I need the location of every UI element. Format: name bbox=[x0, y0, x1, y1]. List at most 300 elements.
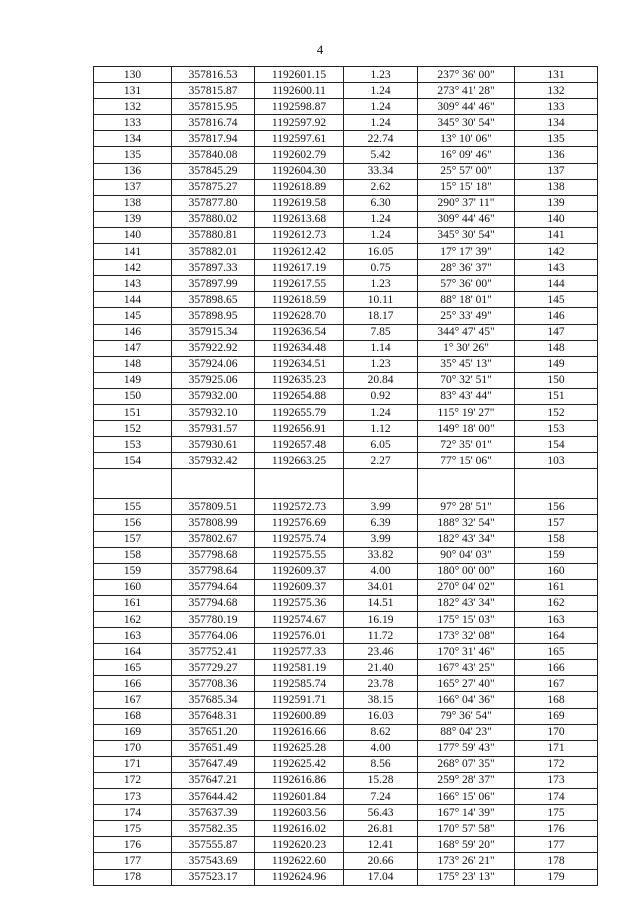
bearing-cell: 309° 44' 46" bbox=[418, 211, 515, 227]
table-row bbox=[94, 579, 598, 595]
x-coordinate-cell: 357931.57 bbox=[172, 421, 255, 437]
point-number-cell: 151 bbox=[94, 404, 172, 420]
table-row bbox=[94, 163, 598, 179]
table-row bbox=[94, 308, 598, 324]
bearing-cell: 13° 10' 06" bbox=[418, 131, 515, 147]
table-row bbox=[94, 563, 598, 579]
next-point-cell: 142 bbox=[515, 244, 598, 260]
next-point-cell: 169 bbox=[515, 708, 598, 724]
x-coordinate-cell: 357808.99 bbox=[172, 515, 255, 531]
next-point-cell: 179 bbox=[515, 869, 598, 885]
x-coordinate-cell: 357637.39 bbox=[172, 805, 255, 821]
next-point-cell: 168 bbox=[515, 692, 598, 708]
y-coordinate-cell: 1192618.89 bbox=[255, 179, 344, 195]
point-number-cell: 144 bbox=[94, 292, 172, 308]
distance-cell: 12.41 bbox=[344, 837, 418, 853]
bearing-cell: 270° 04' 02" bbox=[418, 579, 515, 595]
y-coordinate-cell: 1192619.58 bbox=[255, 195, 344, 211]
next-point-cell: 175 bbox=[515, 805, 598, 821]
point-number-cell: 139 bbox=[94, 211, 172, 227]
next-point-cell: 178 bbox=[515, 853, 598, 869]
distance-cell: 23.78 bbox=[344, 676, 418, 692]
table-row bbox=[94, 837, 598, 853]
distance-cell: 1.24 bbox=[344, 227, 418, 243]
bearing-cell: 70° 32' 51" bbox=[418, 372, 515, 388]
distance-cell: 16.19 bbox=[344, 612, 418, 628]
x-coordinate-cell: 357932.10 bbox=[172, 404, 255, 420]
y-coordinate-cell: 1192663.25 bbox=[255, 453, 344, 469]
x-coordinate-cell: 357802.67 bbox=[172, 531, 255, 547]
bearing-cell: 188° 32' 54" bbox=[418, 515, 515, 531]
next-point-cell: 141 bbox=[515, 227, 598, 243]
point-number-cell: 153 bbox=[94, 437, 172, 453]
bearing-cell: 77° 15' 06" bbox=[418, 453, 515, 469]
bearing-cell: 97° 28' 51" bbox=[418, 499, 515, 515]
table-row bbox=[94, 372, 598, 388]
next-point-cell: 163 bbox=[515, 612, 598, 628]
bearing-cell: 83° 43' 44" bbox=[418, 388, 515, 404]
point-number-cell: 132 bbox=[94, 99, 172, 115]
distance-cell: 22.74 bbox=[344, 131, 418, 147]
y-coordinate-cell: 1192576.69 bbox=[255, 515, 344, 531]
table-row bbox=[94, 805, 598, 821]
next-point-cell: 157 bbox=[515, 515, 598, 531]
y-coordinate-cell: 1192617.55 bbox=[255, 276, 344, 292]
next-point-cell: 170 bbox=[515, 724, 598, 740]
point-number-cell: 134 bbox=[94, 131, 172, 147]
bearing-cell: 166° 15' 06" bbox=[418, 789, 515, 805]
table-row bbox=[94, 595, 598, 611]
y-coordinate-cell: 1192634.48 bbox=[255, 340, 344, 356]
point-number-cell: 140 bbox=[94, 227, 172, 243]
x-coordinate-cell: 357924.06 bbox=[172, 356, 255, 372]
point-number-cell: 147 bbox=[94, 340, 172, 356]
y-coordinate-cell: 1192585.74 bbox=[255, 676, 344, 692]
table-row bbox=[94, 83, 598, 99]
distance-cell: 1.23 bbox=[344, 276, 418, 292]
point-number-cell: 158 bbox=[94, 547, 172, 563]
distance-cell: 21.40 bbox=[344, 660, 418, 676]
x-coordinate-cell: 357794.64 bbox=[172, 579, 255, 595]
next-point-cell: 147 bbox=[515, 324, 598, 340]
next-point-cell: 144 bbox=[515, 276, 598, 292]
point-number-cell: 152 bbox=[94, 421, 172, 437]
next-point-cell: 176 bbox=[515, 821, 598, 837]
distance-cell: 38.15 bbox=[344, 692, 418, 708]
x-coordinate-cell: 357685.34 bbox=[172, 692, 255, 708]
bearing-cell: 15° 15' 18" bbox=[418, 179, 515, 195]
distance-cell: 17.04 bbox=[344, 869, 418, 885]
point-number-cell: 166 bbox=[94, 676, 172, 692]
bearing-cell: 88° 04' 23" bbox=[418, 724, 515, 740]
table-row bbox=[94, 612, 598, 628]
table-row bbox=[94, 99, 598, 115]
y-coordinate-cell: 1192613.68 bbox=[255, 211, 344, 227]
next-point-cell: 156 bbox=[515, 499, 598, 515]
table-row bbox=[94, 756, 598, 772]
y-coordinate-cell: 1192609.37 bbox=[255, 579, 344, 595]
bearing-cell: 170° 57' 58" bbox=[418, 821, 515, 837]
x-coordinate-cell: 357555.87 bbox=[172, 837, 255, 853]
distance-cell: 26.81 bbox=[344, 821, 418, 837]
next-point-cell: 134 bbox=[515, 115, 598, 131]
bearing-cell: 175° 23' 13" bbox=[418, 869, 515, 885]
x-coordinate-cell: 357925.06 bbox=[172, 372, 255, 388]
point-number-cell: 176 bbox=[94, 837, 172, 853]
y-coordinate-cell: 1192612.73 bbox=[255, 227, 344, 243]
bearing-cell: 173° 32' 08" bbox=[418, 628, 515, 644]
bearing-cell: 309° 44' 46" bbox=[418, 99, 515, 115]
distance-cell: 14.51 bbox=[344, 595, 418, 611]
distance-cell: 6.39 bbox=[344, 515, 418, 531]
point-number-cell: 148 bbox=[94, 356, 172, 372]
bearing-cell: 168° 59' 20" bbox=[418, 837, 515, 853]
y-coordinate-cell: 1192612.42 bbox=[255, 244, 344, 260]
table-row bbox=[94, 740, 598, 756]
x-coordinate-cell: 357523.17 bbox=[172, 869, 255, 885]
table-row bbox=[94, 692, 598, 708]
table-row bbox=[94, 356, 598, 372]
table-row bbox=[94, 276, 598, 292]
table-row bbox=[94, 853, 598, 869]
point-number-cell: 155 bbox=[94, 499, 172, 515]
y-coordinate-cell: 1192581.19 bbox=[255, 660, 344, 676]
point-number-cell: 137 bbox=[94, 179, 172, 195]
bearing-cell: 88° 18' 01" bbox=[418, 292, 515, 308]
y-coordinate-cell: 1192654.88 bbox=[255, 388, 344, 404]
point-number-cell: 156 bbox=[94, 515, 172, 531]
table-row bbox=[94, 660, 598, 676]
point-number-cell: 172 bbox=[94, 772, 172, 788]
table-row bbox=[94, 388, 598, 404]
next-point-cell: 167 bbox=[515, 676, 598, 692]
x-coordinate-cell: 357651.20 bbox=[172, 724, 255, 740]
point-number-cell: 164 bbox=[94, 644, 172, 660]
x-coordinate-cell: 357898.65 bbox=[172, 292, 255, 308]
distance-cell: 16.05 bbox=[344, 244, 418, 260]
point-number-cell bbox=[94, 469, 172, 499]
x-coordinate-cell: 357647.49 bbox=[172, 756, 255, 772]
table-row bbox=[94, 499, 598, 515]
x-coordinate-cell: 357880.02 bbox=[172, 211, 255, 227]
point-number-cell: 167 bbox=[94, 692, 172, 708]
distance-cell: 16.03 bbox=[344, 708, 418, 724]
distance-cell: 33.82 bbox=[344, 547, 418, 563]
y-coordinate-cell: 1192617.19 bbox=[255, 260, 344, 276]
x-coordinate-cell: 357809.51 bbox=[172, 499, 255, 515]
x-coordinate-cell: 357816.74 bbox=[172, 115, 255, 131]
bearing-cell: 149° 18' 00" bbox=[418, 421, 515, 437]
next-point-cell: 173 bbox=[515, 772, 598, 788]
bearing-cell: 290° 37' 11" bbox=[418, 195, 515, 211]
bearing-cell: 259° 28' 37" bbox=[418, 772, 515, 788]
distance-cell: 1.24 bbox=[344, 83, 418, 99]
distance-cell: 7.24 bbox=[344, 789, 418, 805]
table-row bbox=[94, 676, 598, 692]
bearing-cell: 72° 35' 01" bbox=[418, 437, 515, 453]
y-coordinate-cell: 1192622.60 bbox=[255, 853, 344, 869]
distance-cell: 15.28 bbox=[344, 772, 418, 788]
table-row bbox=[94, 324, 598, 340]
table-row bbox=[94, 260, 598, 276]
bearing-cell bbox=[418, 469, 515, 499]
bearing-cell: 167° 14' 39" bbox=[418, 805, 515, 821]
y-coordinate-cell: 1192618.59 bbox=[255, 292, 344, 308]
y-coordinate-cell: 1192597.61 bbox=[255, 131, 344, 147]
point-number-cell: 160 bbox=[94, 579, 172, 595]
bearing-cell: 57° 36' 00" bbox=[418, 276, 515, 292]
distance-cell: 0.75 bbox=[344, 260, 418, 276]
y-coordinate-cell: 1192577.33 bbox=[255, 644, 344, 660]
bearing-cell: 268° 07' 35" bbox=[418, 756, 515, 772]
next-point-cell: 172 bbox=[515, 756, 598, 772]
table-row bbox=[94, 531, 598, 547]
x-coordinate-cell: 357932.42 bbox=[172, 453, 255, 469]
point-number-cell: 133 bbox=[94, 115, 172, 131]
point-number-cell: 131 bbox=[94, 83, 172, 99]
y-coordinate-cell: 1192575.55 bbox=[255, 547, 344, 563]
table-row bbox=[94, 708, 598, 724]
next-point-cell: 154 bbox=[515, 437, 598, 453]
point-number-cell: 130 bbox=[94, 67, 172, 83]
distance-cell: 5.42 bbox=[344, 147, 418, 163]
distance-cell: 11.72 bbox=[344, 628, 418, 644]
next-point-cell: 143 bbox=[515, 260, 598, 276]
table-row bbox=[94, 227, 598, 243]
bearing-cell: 1° 30' 26" bbox=[418, 340, 515, 356]
next-point-cell: 138 bbox=[515, 179, 598, 195]
table-row bbox=[94, 421, 598, 437]
bearing-cell: 173° 26' 21" bbox=[418, 853, 515, 869]
bearing-cell: 165° 27' 40" bbox=[418, 676, 515, 692]
y-coordinate-cell bbox=[255, 469, 344, 499]
next-point-cell: 152 bbox=[515, 404, 598, 420]
point-number-cell: 157 bbox=[94, 531, 172, 547]
point-number-cell: 138 bbox=[94, 195, 172, 211]
y-coordinate-cell: 1192636.54 bbox=[255, 324, 344, 340]
bearing-cell: 35° 45' 13" bbox=[418, 356, 515, 372]
next-point-cell: 148 bbox=[515, 340, 598, 356]
table-row bbox=[94, 244, 598, 260]
point-number-cell: 165 bbox=[94, 660, 172, 676]
point-number-cell: 135 bbox=[94, 147, 172, 163]
distance-cell: 23.46 bbox=[344, 644, 418, 660]
x-coordinate-cell: 357817.94 bbox=[172, 131, 255, 147]
next-point-cell: 153 bbox=[515, 421, 598, 437]
next-point-cell: 177 bbox=[515, 837, 598, 853]
y-coordinate-cell: 1192625.42 bbox=[255, 756, 344, 772]
x-coordinate-cell: 357845.29 bbox=[172, 163, 255, 179]
bearing-cell: 25° 33' 49" bbox=[418, 308, 515, 324]
x-coordinate-cell: 357816.53 bbox=[172, 67, 255, 83]
bearing-cell: 180° 00' 00" bbox=[418, 563, 515, 579]
point-number-cell: 163 bbox=[94, 628, 172, 644]
point-number-cell: 143 bbox=[94, 276, 172, 292]
bearing-cell: 182° 43' 34" bbox=[418, 531, 515, 547]
next-point-cell: 149 bbox=[515, 356, 598, 372]
bearing-cell: 115° 19' 27" bbox=[418, 404, 515, 420]
point-number-cell: 174 bbox=[94, 805, 172, 821]
x-coordinate-cell: 357882.01 bbox=[172, 244, 255, 260]
y-coordinate-cell: 1192601.84 bbox=[255, 789, 344, 805]
next-point-cell: 165 bbox=[515, 644, 598, 660]
y-coordinate-cell: 1192635.23 bbox=[255, 372, 344, 388]
y-coordinate-cell: 1192604.30 bbox=[255, 163, 344, 179]
distance-cell bbox=[344, 469, 418, 499]
distance-cell: 6.30 bbox=[344, 195, 418, 211]
next-point-cell: 140 bbox=[515, 211, 598, 227]
next-point-cell: 158 bbox=[515, 531, 598, 547]
bearing-cell: 344° 47' 45" bbox=[418, 324, 515, 340]
x-coordinate-cell: 357897.33 bbox=[172, 260, 255, 276]
y-coordinate-cell: 1192597.92 bbox=[255, 115, 344, 131]
distance-cell: 1.24 bbox=[344, 211, 418, 227]
next-point-cell: 162 bbox=[515, 595, 598, 611]
bearing-cell: 345° 30' 54" bbox=[418, 115, 515, 131]
y-coordinate-cell: 1192609.37 bbox=[255, 563, 344, 579]
point-number-cell: 162 bbox=[94, 612, 172, 628]
x-coordinate-cell: 357898.95 bbox=[172, 308, 255, 324]
bearing-cell: 345° 30' 54" bbox=[418, 227, 515, 243]
point-number-cell: 146 bbox=[94, 324, 172, 340]
x-coordinate-cell bbox=[172, 469, 255, 499]
distance-cell: 20.66 bbox=[344, 853, 418, 869]
bearing-cell: 177° 59' 43" bbox=[418, 740, 515, 756]
y-coordinate-cell: 1192624.96 bbox=[255, 869, 344, 885]
distance-cell: 56.43 bbox=[344, 805, 418, 821]
table-row bbox=[94, 115, 598, 131]
y-coordinate-cell: 1192603.56 bbox=[255, 805, 344, 821]
distance-cell: 34.01 bbox=[344, 579, 418, 595]
point-number-cell: 136 bbox=[94, 163, 172, 179]
y-coordinate-cell: 1192600.89 bbox=[255, 708, 344, 724]
coordinates-table-body bbox=[94, 67, 598, 886]
y-coordinate-cell: 1192598.87 bbox=[255, 99, 344, 115]
y-coordinate-cell: 1192574.67 bbox=[255, 612, 344, 628]
next-point-cell: 171 bbox=[515, 740, 598, 756]
distance-cell: 1.23 bbox=[344, 67, 418, 83]
y-coordinate-cell: 1192620.23 bbox=[255, 837, 344, 853]
point-number-cell: 171 bbox=[94, 756, 172, 772]
next-point-cell: 150 bbox=[515, 372, 598, 388]
table-row bbox=[94, 195, 598, 211]
table-row bbox=[94, 772, 598, 788]
x-coordinate-cell: 357708.36 bbox=[172, 676, 255, 692]
distance-cell: 3.99 bbox=[344, 499, 418, 515]
next-point-cell: 166 bbox=[515, 660, 598, 676]
y-coordinate-cell: 1192572.73 bbox=[255, 499, 344, 515]
distance-cell: 1.24 bbox=[344, 404, 418, 420]
point-number-cell: 142 bbox=[94, 260, 172, 276]
distance-cell: 0.92 bbox=[344, 388, 418, 404]
next-point-cell: 132 bbox=[515, 83, 598, 99]
y-coordinate-cell: 1192601.15 bbox=[255, 67, 344, 83]
table-row bbox=[94, 292, 598, 308]
distance-cell: 4.00 bbox=[344, 563, 418, 579]
point-number-cell: 159 bbox=[94, 563, 172, 579]
x-coordinate-cell: 357794.68 bbox=[172, 595, 255, 611]
bearing-cell: 182° 43' 34" bbox=[418, 595, 515, 611]
x-coordinate-cell: 357815.95 bbox=[172, 99, 255, 115]
distance-cell: 1.12 bbox=[344, 421, 418, 437]
table-row bbox=[94, 211, 598, 227]
table-row bbox=[94, 628, 598, 644]
table-row bbox=[94, 724, 598, 740]
distance-cell: 1.24 bbox=[344, 99, 418, 115]
x-coordinate-cell: 357543.69 bbox=[172, 853, 255, 869]
x-coordinate-cell: 357815.87 bbox=[172, 83, 255, 99]
point-number-cell: 161 bbox=[94, 595, 172, 611]
next-point-cell: 139 bbox=[515, 195, 598, 211]
coordinates-table bbox=[93, 66, 598, 886]
distance-cell: 1.24 bbox=[344, 115, 418, 131]
point-number-cell: 145 bbox=[94, 308, 172, 324]
table-row bbox=[94, 131, 598, 147]
x-coordinate-cell: 357922.92 bbox=[172, 340, 255, 356]
table-row bbox=[94, 869, 598, 885]
bearing-cell: 170° 31' 46" bbox=[418, 644, 515, 660]
bearing-cell: 16° 09' 46" bbox=[418, 147, 515, 163]
distance-cell: 8.62 bbox=[344, 724, 418, 740]
next-point-cell: 174 bbox=[515, 789, 598, 805]
table-row bbox=[94, 404, 598, 420]
y-coordinate-cell: 1192634.51 bbox=[255, 356, 344, 372]
table-row bbox=[94, 789, 598, 805]
x-coordinate-cell: 357915.34 bbox=[172, 324, 255, 340]
point-number-cell: 175 bbox=[94, 821, 172, 837]
point-number-cell: 169 bbox=[94, 724, 172, 740]
y-coordinate-cell: 1192625.28 bbox=[255, 740, 344, 756]
x-coordinate-cell: 357798.64 bbox=[172, 563, 255, 579]
point-number-cell: 141 bbox=[94, 244, 172, 260]
x-coordinate-cell: 357840.08 bbox=[172, 147, 255, 163]
bearing-cell: 175° 15' 03" bbox=[418, 612, 515, 628]
next-point-cell: 133 bbox=[515, 99, 598, 115]
distance-cell: 1.23 bbox=[344, 356, 418, 372]
y-coordinate-cell: 1192575.74 bbox=[255, 531, 344, 547]
table-row bbox=[94, 515, 598, 531]
distance-cell: 1.14 bbox=[344, 340, 418, 356]
x-coordinate-cell: 357897.99 bbox=[172, 276, 255, 292]
y-coordinate-cell: 1192616.02 bbox=[255, 821, 344, 837]
y-coordinate-cell: 1192591.71 bbox=[255, 692, 344, 708]
x-coordinate-cell: 357647.21 bbox=[172, 772, 255, 788]
table-row bbox=[94, 644, 598, 660]
table-row bbox=[94, 547, 598, 563]
x-coordinate-cell: 357877.80 bbox=[172, 195, 255, 211]
bearing-cell: 237° 36' 00" bbox=[418, 67, 515, 83]
x-coordinate-cell: 357582.35 bbox=[172, 821, 255, 837]
next-point-cell: 131 bbox=[515, 67, 598, 83]
x-coordinate-cell: 357880.81 bbox=[172, 227, 255, 243]
bearing-cell: 167° 43' 25" bbox=[418, 660, 515, 676]
bearing-cell: 90° 04' 03" bbox=[418, 547, 515, 563]
point-number-cell: 149 bbox=[94, 372, 172, 388]
bearing-cell: 273° 41' 28" bbox=[418, 83, 515, 99]
distance-cell: 8.56 bbox=[344, 756, 418, 772]
y-coordinate-cell: 1192602.79 bbox=[255, 147, 344, 163]
y-coordinate-cell: 1192656.91 bbox=[255, 421, 344, 437]
y-coordinate-cell: 1192657.48 bbox=[255, 437, 344, 453]
page-number: 4 bbox=[316, 42, 324, 57]
x-coordinate-cell: 357798.68 bbox=[172, 547, 255, 563]
point-number-cell: 154 bbox=[94, 453, 172, 469]
bearing-cell: 166° 04' 36" bbox=[418, 692, 515, 708]
point-number-cell: 178 bbox=[94, 869, 172, 885]
next-point-cell: 146 bbox=[515, 308, 598, 324]
point-number-cell: 173 bbox=[94, 789, 172, 805]
next-point-cell: 161 bbox=[515, 579, 598, 595]
